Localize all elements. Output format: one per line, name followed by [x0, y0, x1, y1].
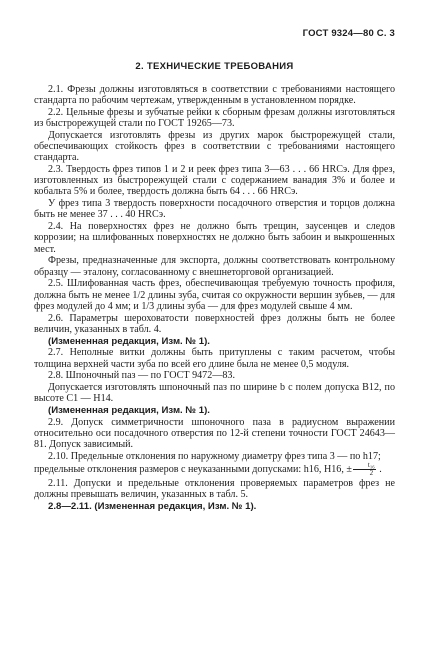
- document-body: [34, 84, 395, 513]
- paragraph-2-2: 2.2. Цельные фрезы и зубчатые рейки к сборным фрезам должны изготовляться из быстрорежущей стали по ГОСТ 19265—73.: [34, 107, 395, 130]
- paragraph-2-4: 2.4. На поверхностях фрез не должно быть трещин, заусенцев и следов коррозии; на шлифованных поверхностях не должно быть забоин и выкрошенных мест.: [34, 221, 395, 255]
- fraction-numerator: t₁₆: [353, 462, 376, 470]
- paragraph-2-5: 2.5. Шлифованная часть фрез, обеспечивающая требуемую точность профиля, должна быть не менее 1/2 длины зуба, считая со окружности вершин зубьев, — для фрез модулей до 4 мм; и 1/3 длины зуба — для фрез модулей свыше 4 мм.: [34, 278, 395, 312]
- page-header: ГОСТ 9324—80 С. 3: [302, 28, 395, 39]
- paragraph-2-10: 2.10. Предельные отклонения по наружному диаметру фрез типа 3 — по h17; предельные отклонения размеров с неуказанными допусками: h16, H16, ± $\frac{\text{t₁₆}}{2}$ .: [34, 451, 382, 478]
- paragraph-2-2-note: Допускается изготовлять фрезы из других марок быстрорежущей стали, обеспечивающих стойкость фрез в соответствии с требованиями настоящего стандарта.: [34, 130, 395, 164]
- paragraph-2-3: 2.3. Твердость фрез типов 1 и 2 и реек фрез типа 3—63 . . . 66 HRCэ. Для фрез, изготовленных из быстрорежущей стали с содержанием ванадия 3% и более и кобальта 5% и более, твердость должна быть 64 . . . 66 HRCэ.: [34, 164, 395, 198]
- paragraph-2-3-note: У фрез типа 3 твердость поверхности посадочного отверстия и торцов должна быть не менее 37 . . . 40 HRCэ.: [34, 198, 395, 221]
- paragraph-2-7: 2.7. Неполные витки должны быть притуплены с таким расчетом, чтобы толщина верхней части зуба по всей его длине была не менее 0,5 модуля.: [34, 347, 395, 370]
- edit-note: (Измененная редакция, Изм. № 1).: [48, 405, 210, 417]
- paragraph-2-4-note: Фрезы, предназначенные для экспорта, должны соответствовать контрольному образцу — эталону, согласованному с внешнеторговой организацией.: [34, 255, 395, 278]
- section-title: 2. ТЕХНИЧЕСКИЕ ТРЕБОВАНИЯ: [135, 61, 294, 72]
- paragraph-2-8-note: Допускается изготовлять шпоночный паз по ширине b с полем допуска B12, по высоте C1 — H14.: [34, 382, 395, 405]
- edit-note-2-8-2-11: 2.8—2.11. (Измененная редакция, Изм. № 1).: [48, 501, 257, 513]
- paragraph-2-1: 2.1. Фрезы должны изготовляться в соответствии с требованиями настоящего стандарта по рабочим чертежам, утвержденным в установленном порядке.: [34, 84, 395, 107]
- edit-note: (Измененная редакция, Изм. № 1).: [48, 335, 210, 347]
- fraction-denominator: 2: [369, 469, 374, 478]
- paragraph-2-10-text: 2.10. Предельные отклонения по наружному диаметру фрез типа 3 — по h17; предельные отклонения размеров с неуказанными допусками: h16, H16, ±: [34, 451, 381, 476]
- paragraph-2-11: 2.11. Допуски и предельные отклонения проверяемых параметров фрез не должны превышать величин, указанных в табл. 5.: [34, 478, 395, 501]
- paragraph-2-8: 2.8. Шпоночный паз — по ГОСТ 9472—83.: [48, 370, 235, 382]
- paragraph-2-6: 2.6. Параметры шероховатости поверхностей фрез должны быть не более величин, указанных в табл. 4.: [34, 312, 395, 335]
- paragraph-2-9: 2.9. Допуск симметричности шпоночного паза в радиусном выражении относительно оси посадочного отверстия по 12-й степени точности ГОСТ 24643—81. Допуск зависимый.: [34, 417, 395, 451]
- tolerance-fraction: [353, 462, 376, 477]
